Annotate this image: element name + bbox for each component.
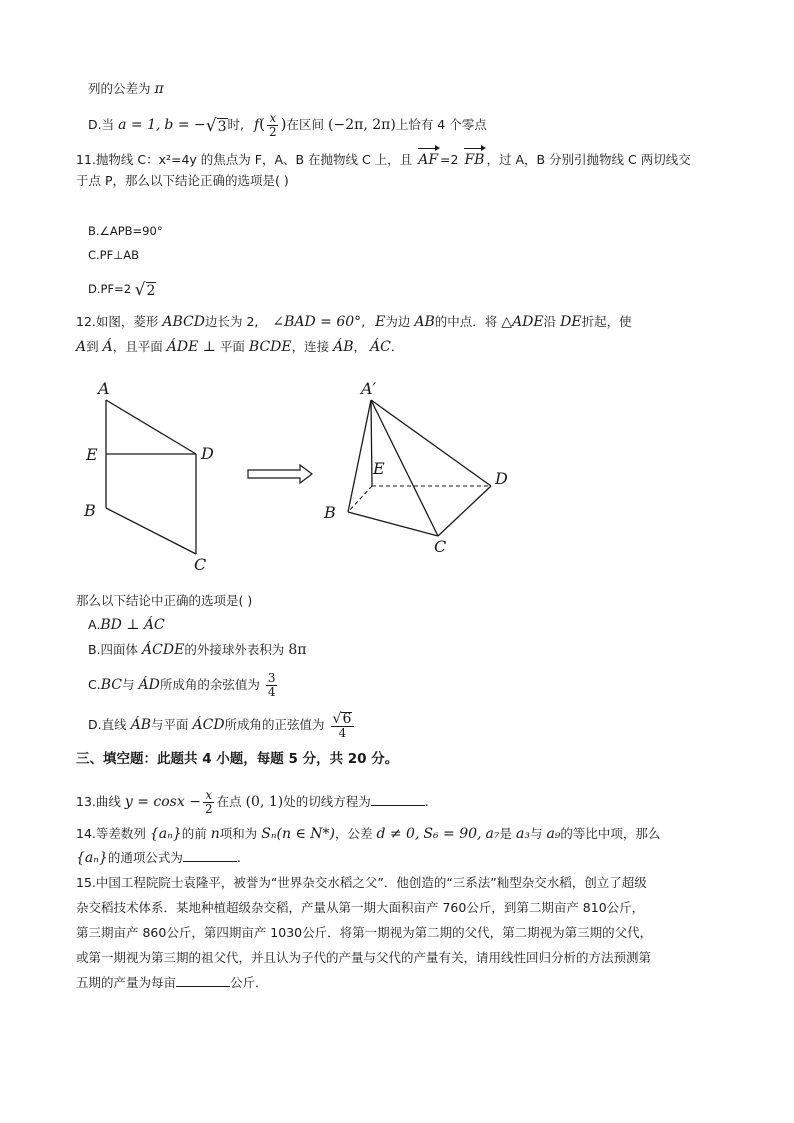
q10-cont-pi: π [154, 81, 164, 97]
q11-eq: =2 [440, 152, 459, 167]
q13-mid: 在点 [216, 794, 242, 809]
q12-optc-m2: ÁD [138, 677, 160, 693]
q12-option-d [88, 708, 356, 742]
q10-optd-label: D.当 [88, 117, 115, 132]
q13-line [76, 788, 429, 816]
rhombus-edge-ad [106, 400, 196, 454]
q11-optc-text: C.PF⊥AB [88, 248, 140, 262]
q12-stem-b1: A [76, 339, 87, 355]
q11-optb-text: B.∠APB=90° [88, 224, 163, 238]
q15-l1: 15.中国工程院院士袁隆平，被誉为“世界杂交水稻之父”．他创造的“三系法”籼型杂交水稻，创立了超级 [76, 875, 647, 890]
q12-stem-b5: 平面 [219, 339, 245, 354]
q14-t3: ，公差 [334, 826, 373, 841]
q15-l3: 第三期亩产 860公斤，第四期亩产 1030公斤．将第一期视为第二期的父代，第二期视为第三期的父代， [76, 925, 653, 940]
tetra-edge-ab [348, 400, 371, 512]
q10-optd-b: b = − [164, 117, 206, 133]
q12-optc-label: C. [88, 677, 101, 692]
q15-l4: 或第一期视为第三期的祖父代，并且认为子代的产量与父代的产量有关，请用线性回归分析的方法预测第 [76, 950, 652, 965]
q12-stem-b6: ，连接 [291, 339, 330, 354]
q14-line1 [76, 824, 660, 844]
q12-seg1: ÁB [333, 339, 354, 355]
q12-stem-a6: 沿 [543, 314, 557, 329]
q12-stem-a7: 折起，使 [581, 314, 632, 329]
q14-a3: a₃ [515, 826, 530, 842]
q14-end: . [236, 850, 241, 865]
q14-s6: S₆ = 90, [423, 826, 482, 842]
q12-plane2: BCDE [248, 339, 292, 355]
tetra-edge-bc [348, 512, 438, 536]
section3-title-text: 三、填空题：此题共 4 小题，每题 5 分，共 20 分。 [76, 751, 399, 767]
tetra-label-c: C [434, 537, 447, 556]
q11-optd-rad: 2 [146, 282, 156, 299]
q12-optd-m1: ÁB [130, 717, 151, 733]
q10-optd-a: a = 1, [118, 117, 161, 133]
q15-l5b: 公斤． [230, 975, 268, 990]
q11-vector-af: AF [418, 146, 438, 170]
q12-stem-b2: 到 [86, 339, 99, 354]
q14-line2 [76, 848, 241, 868]
q13-answer-blank[interactable] [371, 793, 425, 806]
q10-optd-frac-num: x [269, 111, 277, 125]
tetra-edge-ad [371, 400, 491, 486]
q15-line1 [76, 874, 647, 892]
q12-optd-den: 4 [338, 725, 347, 740]
q15-line5 [76, 974, 268, 992]
q12-figure [76, 370, 536, 580]
q13-curve: y = cosx − [124, 794, 201, 810]
q12-optc-m1: BC [100, 677, 122, 693]
q13-point: (0, 1) [245, 794, 284, 810]
rhombus-figure [83, 379, 214, 574]
q10-optd-sqrt: √ 3 [205, 115, 227, 136]
q12-optc-t2: 所成角的余弦值为 [159, 677, 260, 692]
q14-label: 14.等差数列 [76, 826, 146, 841]
q12-option-b [88, 641, 306, 659]
q10-optd-mid: 在区间 [286, 117, 325, 132]
rhombus-label-c: C [194, 555, 207, 574]
rhombus-label-e: E [86, 445, 98, 464]
q12-stem-a4: 为边 [385, 314, 411, 329]
q10-optd-frac [267, 112, 279, 139]
q14-seq2: {aₙ} [76, 850, 108, 866]
q15-l2: 杂交稻技术体系．某地种植超级杂交稻，产量从第一期大面积亩产 760公斤，到第二期亩产 810公斤， [76, 900, 645, 915]
q12-optc-den: 4 [267, 685, 276, 699]
q12-seg2: ÁC [370, 339, 391, 355]
q12-stem-line1 [76, 312, 632, 332]
q12-triangle: △ADE [501, 314, 544, 330]
q12-optd-t1: 与平面 [151, 717, 189, 732]
tetra-label-e: E [373, 459, 385, 478]
q14-t1: 的前 [181, 826, 207, 841]
tetra-label-a: A′ [361, 379, 377, 398]
q14-a7: a₇ [485, 826, 500, 842]
q14-a9: a₉ [546, 826, 561, 842]
q12-optd-label: D.直线 [88, 717, 127, 732]
q12-optd-frac [331, 712, 355, 740]
q11-stem-line2 [76, 172, 289, 190]
q10-optd-tail: 上恰有 4 个零点 [395, 117, 487, 132]
q12-ab: AB [414, 314, 435, 330]
q10-optd-interval: (−2π, 2π) [328, 117, 396, 133]
q15-answer-blank[interactable] [176, 974, 230, 987]
q13-tail: 处的切线方程为 [283, 794, 371, 809]
q12-optd-sqrt: √ 6 [332, 710, 352, 727]
rhombus-label-b: B [84, 501, 96, 520]
q14-t2: 项和为 [219, 826, 258, 841]
q12-ask [76, 592, 252, 610]
q14-t4: 是 [499, 826, 512, 841]
q10-cont-text: 列的公差为 [88, 81, 151, 96]
q12-optd-rad: 6 [342, 710, 352, 727]
q13-label: 13.曲线 [76, 794, 121, 809]
q11-stem-c: 于点 P，那么以下结论正确的选项是( ) [76, 173, 289, 188]
q12-optd-t2: 所成角的正弦值为 [224, 717, 325, 732]
q12-stem-b7: ， [353, 339, 367, 354]
q12-optb-label: B.四面体 [88, 642, 139, 657]
q11-option-b [88, 222, 163, 240]
q14-t6: 的等比中项，那么 [560, 826, 661, 841]
q13-frac [203, 789, 215, 816]
q10-optd-time: 时, [227, 117, 244, 132]
q14-n: n [210, 826, 220, 842]
q12-angle: ∠BAD = 60° [272, 314, 362, 330]
tetra-label-b: B [324, 503, 336, 522]
q11-optd-label: D.PF=2 [88, 282, 132, 296]
q14-seq: {aₙ} [149, 826, 182, 842]
q14-t5: 与 [529, 826, 543, 841]
q14-sn: Sₙ(n ∈ N*) [261, 826, 335, 842]
q12-option-c [88, 670, 279, 700]
q13-frac-num: x [205, 788, 213, 802]
q13-frac-den: 2 [204, 802, 213, 816]
q11-stem-a: 11.抛物线 C：x²=4y 的焦点为 F，A、B 在抛物线 C 上，且 [76, 152, 413, 167]
q12-e: E [375, 314, 386, 330]
q12-stem-a2: 边长为 2, [204, 314, 259, 329]
q12-ask-text: 那么以下结论中正确的选项是( ) [76, 593, 253, 608]
q10-optd-f: f [253, 117, 260, 133]
q11-option-c [88, 246, 139, 264]
q12-stem-b3: Á [102, 339, 113, 355]
q12-optb-text: 的外接球外表积为 [184, 642, 285, 657]
q12-stem-a5: 的中点．将 [434, 314, 498, 329]
q15-l5a: 五期的产量为每亩 [76, 975, 177, 990]
q11-option-d [88, 278, 156, 300]
q12-plane1: ÁDE ⊥ [166, 339, 216, 355]
q12-optc-num: 3 [267, 671, 276, 685]
q12-stem-line2 [76, 337, 403, 357]
q12-stem-b8: ． [390, 339, 404, 354]
q12-opta-math: BD ⊥ ÁC [100, 617, 165, 633]
tetrahedron-figure [323, 379, 508, 556]
q12-stem-a3: , [361, 314, 366, 329]
transform-arrow [248, 465, 312, 483]
q12-de: DE [560, 314, 582, 330]
q12-optd-m2: ÁCD [192, 717, 225, 733]
q11-optd-sqrt: √ 2 [134, 279, 156, 300]
q12-optb-math: ÁCDE [142, 642, 185, 658]
q10-optd-frac-den: 2 [269, 125, 277, 139]
q11-stem-line1 [76, 146, 691, 170]
q14-answer-blank[interactable] [183, 849, 237, 862]
q12-option-a [88, 616, 165, 634]
q12-optc-t1: 与 [121, 677, 135, 692]
q15-line2 [76, 899, 644, 917]
q12-optb-val: 8π [288, 642, 307, 658]
q15-line3 [76, 924, 652, 942]
q14-t7: 的通项公式为 [107, 850, 183, 865]
q12-stem-a1: 12.如图，菱形 [76, 314, 159, 329]
q15-line4 [76, 949, 651, 967]
q10-continuation [88, 80, 164, 98]
q12-optc-frac [266, 672, 278, 699]
tetra-label-d: D [495, 469, 508, 488]
tetra-edge-ae [371, 400, 372, 486]
q11-stem-b: ，过 A，B 分别引抛物线 C 两切线交 [486, 152, 691, 167]
q12-abcd: ABCD [162, 314, 205, 330]
q13-end: . [424, 794, 429, 809]
section3-title [76, 750, 398, 768]
rhombus-label-d: D [201, 444, 214, 463]
rhombus-edge-bc [106, 508, 196, 554]
tetra-edge-eb [348, 486, 372, 512]
q12-opta-label: A. [88, 617, 101, 632]
q12-stem-b4: ，且平面 [112, 339, 163, 354]
rhombus-label-a: A [98, 379, 110, 398]
q11-vector-fb: FB [464, 146, 484, 170]
q10-optd-rad: 3 [217, 118, 227, 135]
tetra-edge-cd [438, 486, 491, 536]
q10-option-d: D.当 a = 1, b = − √ 3 时, f( $\frac{x}{2}$ )在区间 (−2π, 2π)上恰有 4 个零点 [88, 111, 487, 139]
arrow-outline [248, 465, 312, 483]
q14-d: d ≠ 0, [376, 826, 420, 842]
